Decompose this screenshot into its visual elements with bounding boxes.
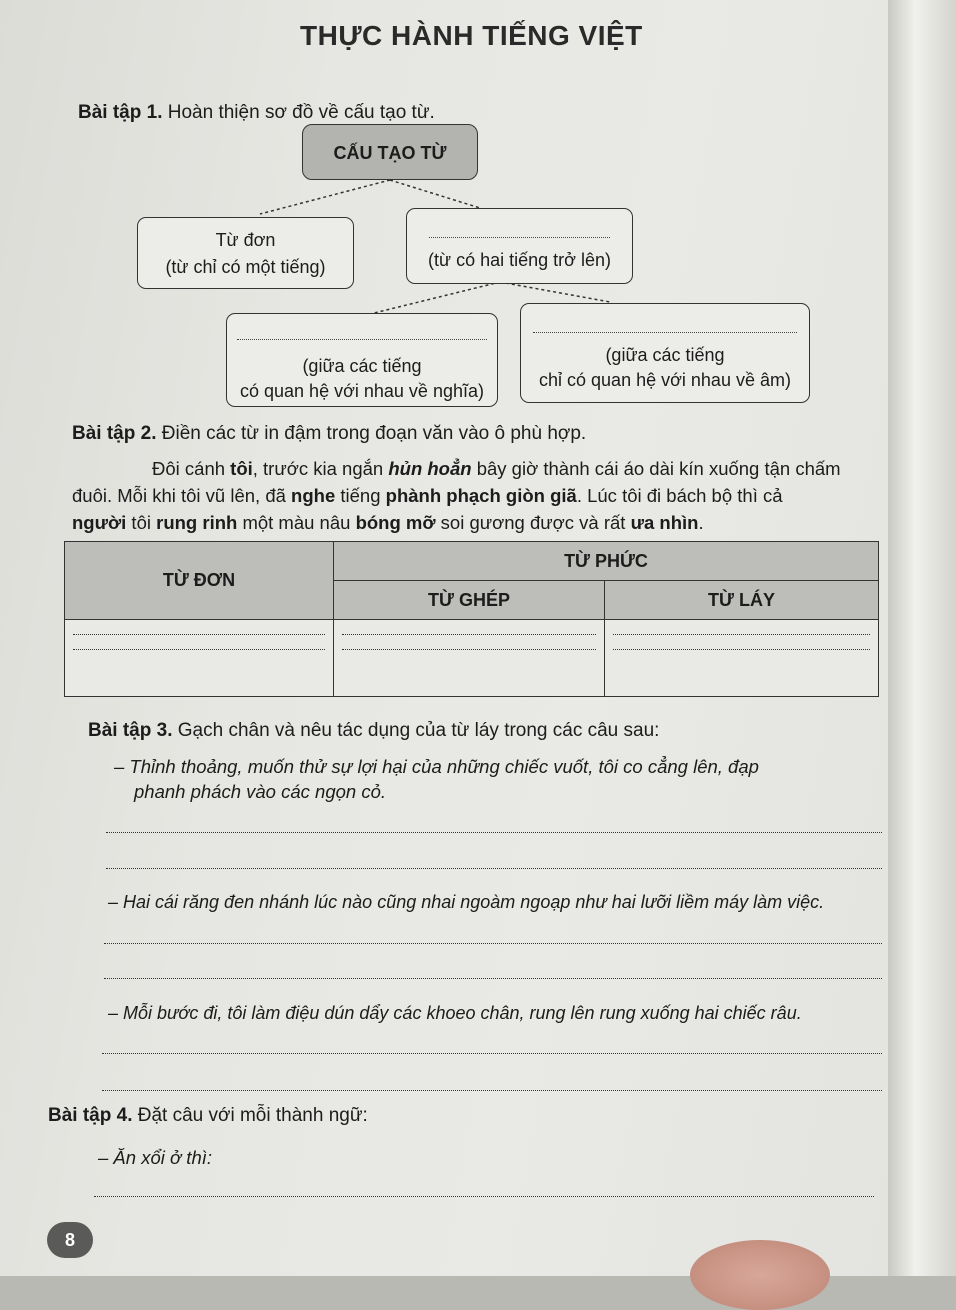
diagram-box-single-word [137,217,354,289]
word-classification-table [64,541,879,697]
header-reduplicative-word: TỪ LÁY [605,581,879,620]
cell-single-word[interactable] [65,620,334,697]
exercise-1-heading [78,102,435,124]
exercise-3-sentence-3: – Mỗi bước đi, tôi làm điệu dún dẩy các khoeo chân, rung lên rung xuống hai chiếc râu. [108,1003,802,1023]
compound-desc-1: (giữa các tiếng [302,356,422,376]
exercise-3-label: Bài tập 3. [88,720,173,741]
reduplicative-blank[interactable] [533,332,797,333]
single-word-desc: (từ chỉ có một tiếng) [165,257,326,277]
answer-line[interactable] [102,1053,882,1054]
page-fold-shadow [888,0,956,1276]
answer-line[interactable] [102,1090,882,1091]
exercise-2-label: Bài tập 2. [72,423,157,444]
exercise-2-text: Điền các từ in đậm trong đoạn văn vào ô phù hợp. [161,423,587,444]
exercise-4-label: Bài tập 4. [48,1105,133,1126]
exercise-2-passage: Đôi cánh tôi, trước kia ngắn hủn hoẳn bây giờ thành cái áo dài kín xuống tận chấm đuôi. Mỗi khi tôi vũ lên, đã nghe tiếng phành phạch giòn giã. Lúc tôi đi bách bộ thì cả người tôi rung rinh một màu nâu bóng mỡ soi gương được và rất ưa nhìn. [72,458,841,533]
diagram-box-reduplicative [520,303,810,403]
cell-reduplicative-word[interactable] [605,620,879,697]
complex-word-desc: (từ có hai tiếng trở lên) [428,250,611,270]
diagram-box-complex-word [406,208,633,284]
answer-line[interactable] [104,978,882,979]
answer-line[interactable] [106,832,882,833]
exercise-2-heading [72,423,586,445]
cell-compound-word[interactable] [334,620,605,697]
answer-line[interactable] [94,1196,874,1197]
exercise-3-sentence-2: – Hai cái răng đen nhánh lúc nào cũng nhai ngoàm ngoạp như hai lưỡi liềm máy làm việc. [108,892,825,912]
exercise-4-text: Đặt câu với mỗi thành ngữ: [137,1105,368,1126]
exercise-4-heading [48,1105,368,1127]
answer-line[interactable] [106,868,882,869]
compound-desc-2: có quan hệ với nhau về nghĩa) [240,381,484,401]
diagram-box-compound [226,313,498,407]
header-single-word: TỪ ĐƠN [65,542,334,620]
exercise-1-label: Bài tập 1. [78,102,163,123]
compound-blank[interactable] [237,339,487,340]
exercise-3-sentence-1b: phanh phách vào các ngọn cỏ. [134,781,386,802]
thumb-photo-artifact [690,1240,830,1310]
exercise-4-item-1: – Ăn xổi ở thì: [98,1147,213,1168]
page-title: THỰC HÀNH TIẾNG VIỆT [300,20,643,51]
diagram-root-box: CẤU TẠO TỪ [302,124,478,180]
exercise-3-heading [88,720,659,742]
single-word-title: Từ đơn [215,230,276,250]
exercise-3-text: Gạch chân và nêu tác dụng của từ láy trong các câu sau: [177,720,660,741]
answer-line[interactable] [104,943,882,944]
exercise-3-sentence-1a: – Thỉnh thoảng, muốn thử sự lợi hại của những chiếc vuốt, tôi co cẳng lên, đạp [114,756,759,777]
exercise-1-text: Hoàn thiện sơ đồ về cấu tạo từ. [167,102,435,123]
reduplicative-desc-1: (giữa các tiếng [605,345,725,365]
page-number: 8 [47,1222,93,1258]
complex-word-blank[interactable] [429,237,610,238]
header-compound-word: TỪ GHÉP [334,581,605,620]
reduplicative-desc-2: chỉ có quan hệ với nhau về âm) [539,370,791,390]
header-complex-word: TỪ PHỨC [334,542,879,581]
